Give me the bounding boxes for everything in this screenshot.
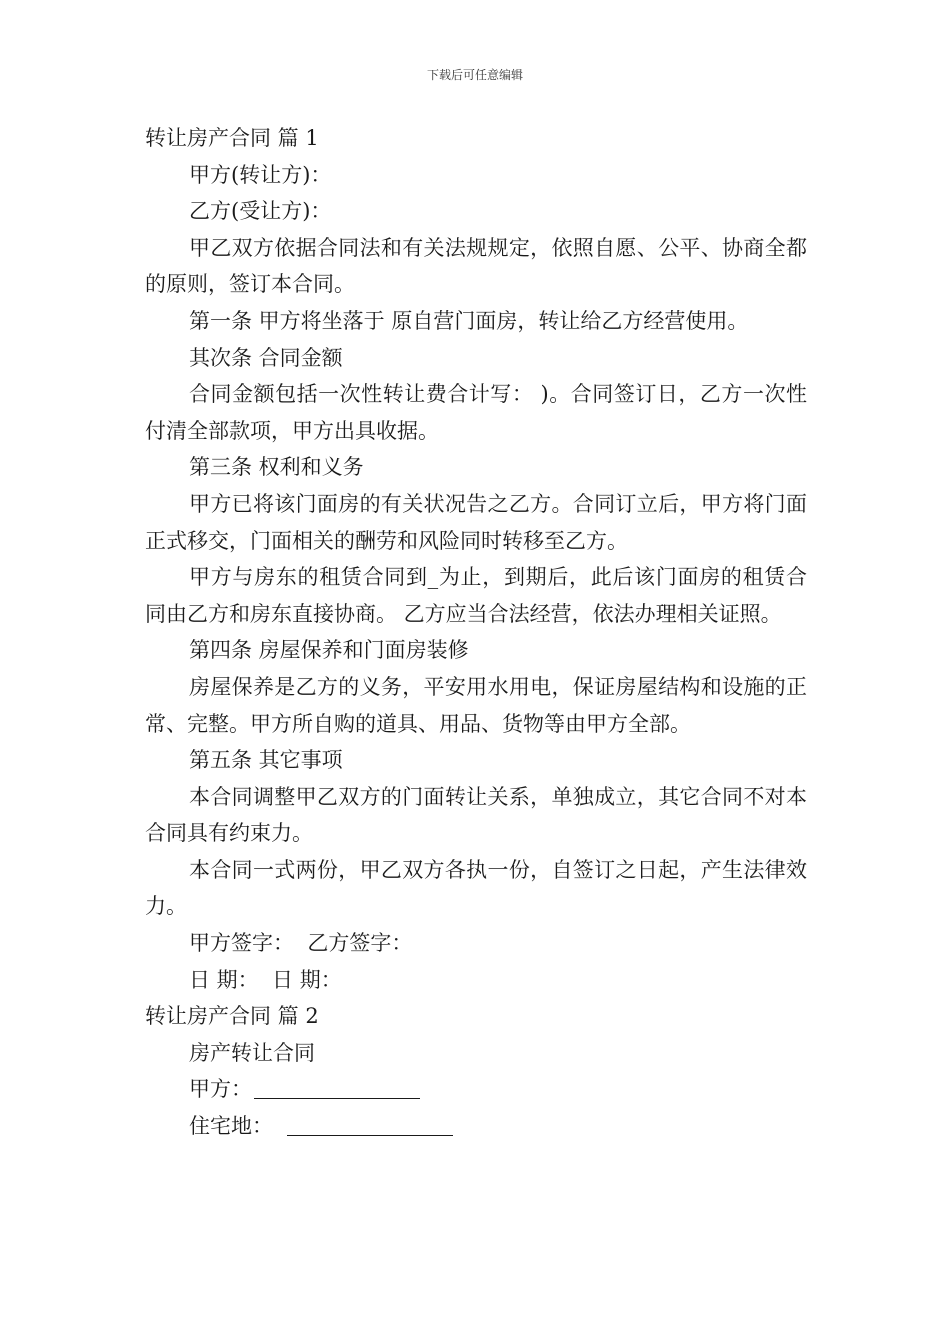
section-title-1: 转让房产合同 篇 1 xyxy=(145,126,319,150)
article-5-paragraph-1: 本合同调整甲乙双方的门面转让关系，单独成立，其它合同不对本合同具有约束力。 xyxy=(145,784,807,846)
article-2-title: 其次条 合同金额 xyxy=(189,345,343,370)
article-1: 第一条 甲方将坐落于 原自营门面房，转让给乙方经营使用。 xyxy=(189,308,749,333)
article-3-paragraph-2: 甲方与房东的租赁合同到_为止，到期后，此后该门面房的租赁合同由乙方和房东直接协商。 乙方应当合法经营，依法办理相关证照。 xyxy=(145,565,807,626)
subtitle-2: 房产转让合同 xyxy=(189,1040,315,1065)
party-a2-blank xyxy=(254,1074,420,1099)
article-4-body: 房屋保养是乙方的义务，平安用水用电，保证房屋结构和设施的正常、完整。甲方所自购的道具、用品、货物等由甲方全部。 xyxy=(145,674,807,736)
residence-line xyxy=(145,1108,807,1145)
document-body xyxy=(145,120,807,1145)
article-3-title: 第三条 权利和义务 xyxy=(189,455,364,480)
header-note: 下载后可任意编辑 xyxy=(426,68,523,82)
intro-paragraph: 甲乙双方依据合同法和有关法规规定，依照自愿、公平、协商全都的原则，签订本合同。 xyxy=(145,235,807,297)
party-a2-label: 甲方： xyxy=(189,1077,252,1102)
section-title-2: 转让房产合同 篇 2 xyxy=(145,1004,319,1029)
party-b-line: 乙方(受让方)： xyxy=(189,199,332,224)
signature-line: 甲方签字： 乙方签字： xyxy=(189,931,413,956)
article-2-body: 合同金额包括一次性转让费合计写： )。合同签订日，乙方一次性付清全部款项，甲方出具收据。 xyxy=(145,382,807,443)
date-line: 日 期： 日 期： xyxy=(189,967,342,992)
article-3-paragraph-1: 甲方已将该门面房的有关状况告之乙方。合同订立后，甲方将门面正式移交，门面相关的酬劳和风险同时转移至乙方。 xyxy=(145,491,807,553)
article-4-title: 第四条 房屋保养和门面房装修 xyxy=(189,638,469,663)
article-5-paragraph-2: 本合同一式两份，甲乙双方各执一份，自签订之日起，产生法律效力。 xyxy=(145,857,807,919)
article-5-title: 第五条 其它事项 xyxy=(189,748,343,773)
party-a2-line xyxy=(145,1071,807,1108)
party-a-line: 甲方(转让方)： xyxy=(189,162,332,187)
residence-blank xyxy=(287,1111,453,1136)
residence-label: 住宅地： xyxy=(189,1114,273,1139)
